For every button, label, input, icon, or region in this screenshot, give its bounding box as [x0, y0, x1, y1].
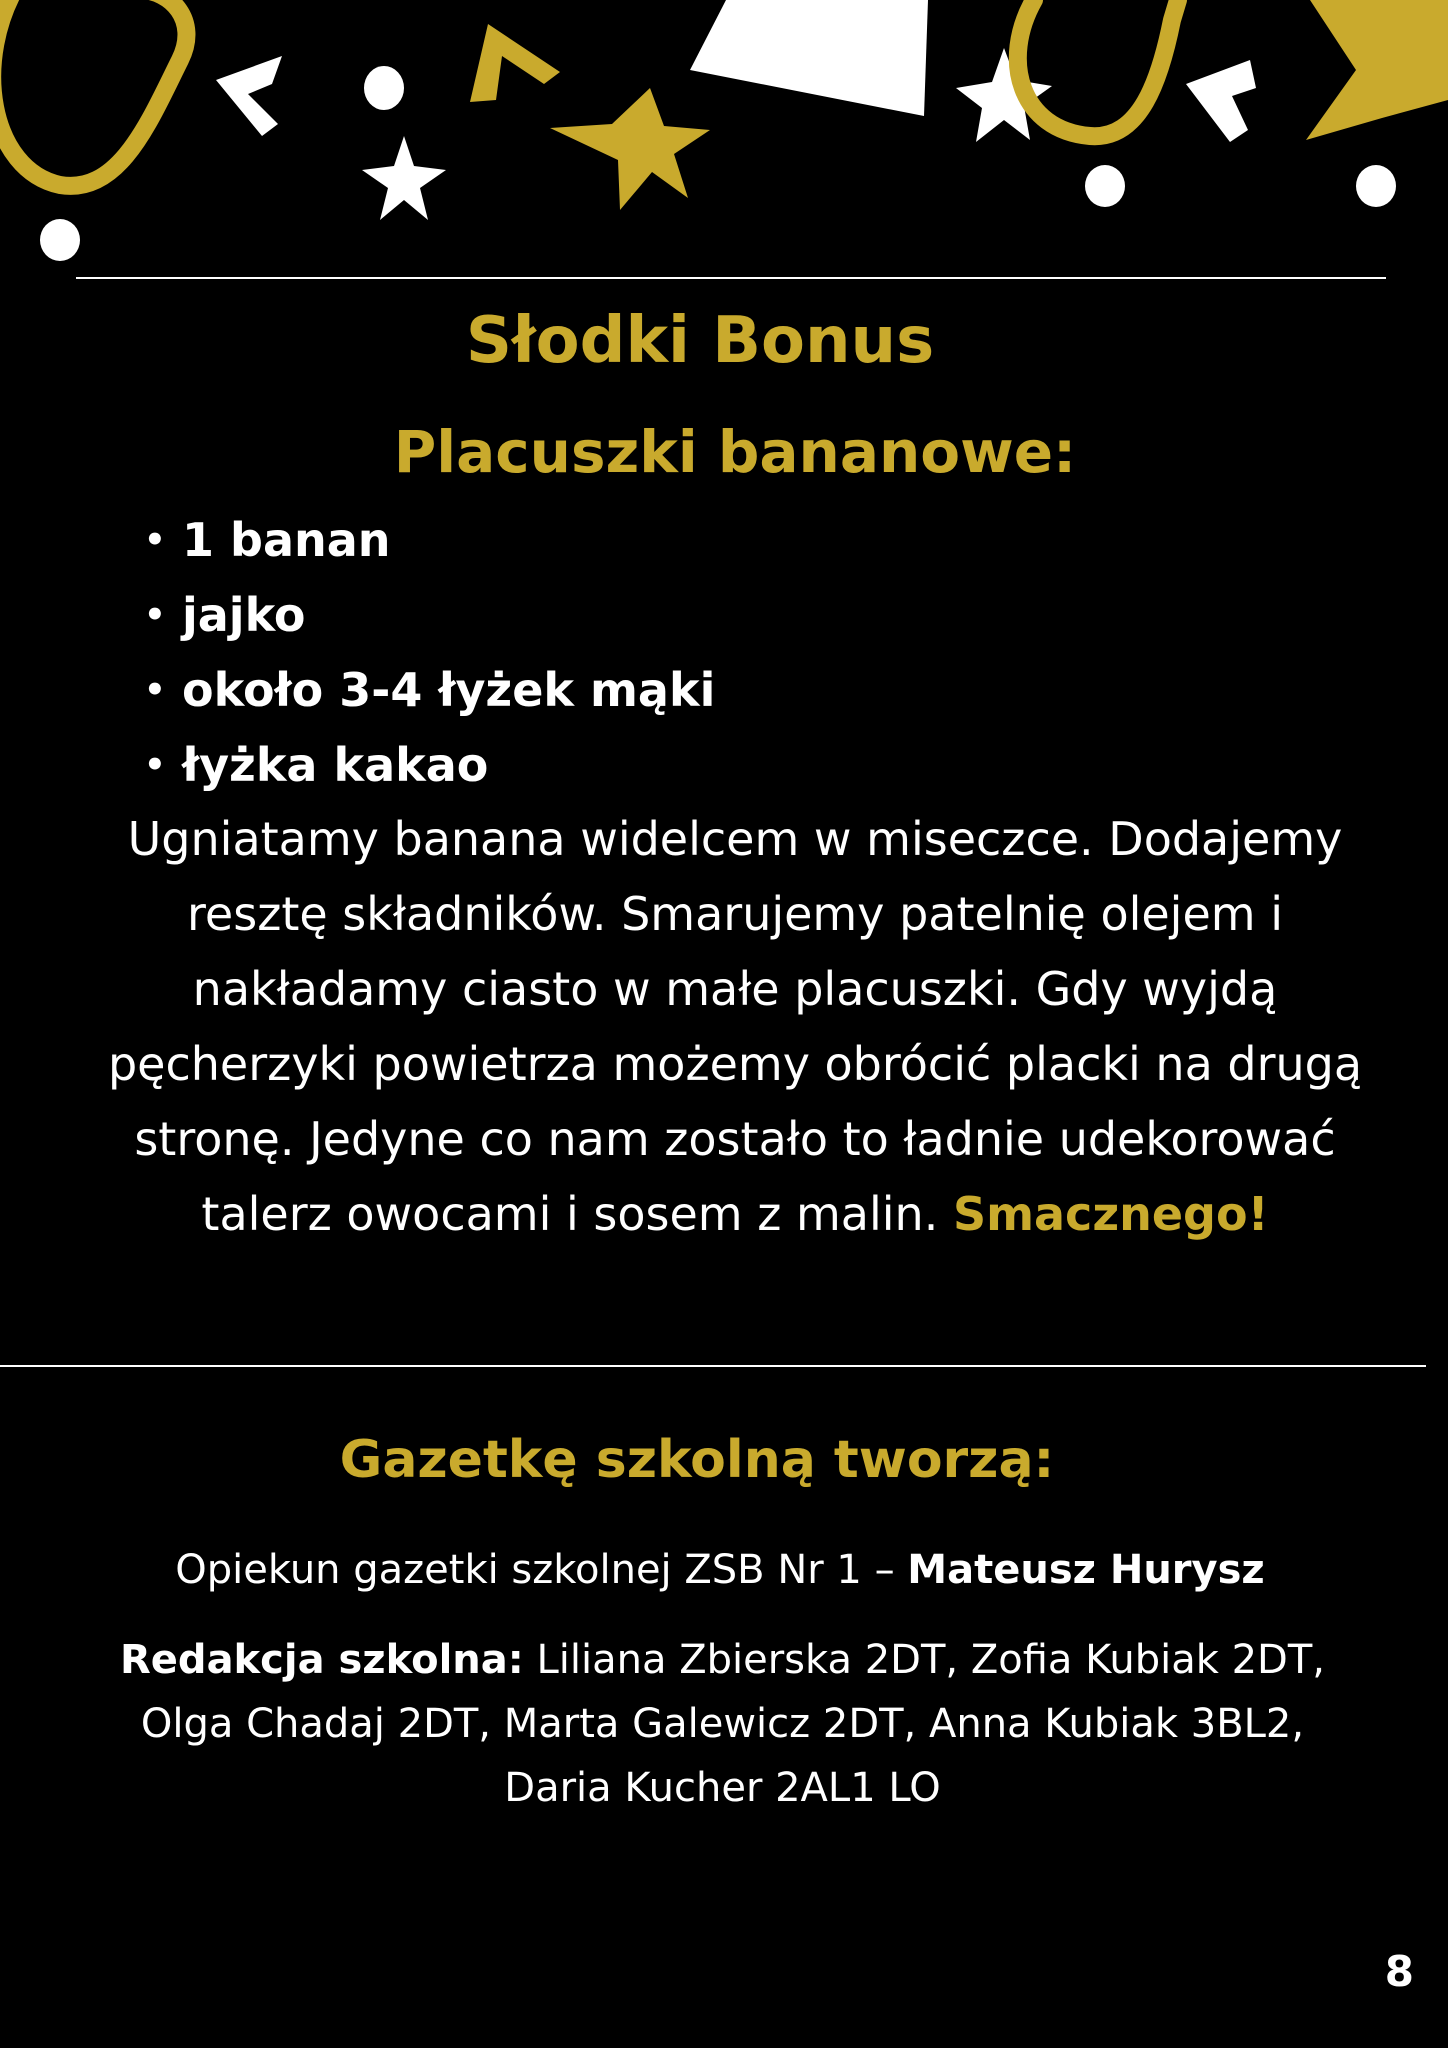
trapezoid-icon	[690, 0, 928, 116]
bullet: •	[144, 745, 166, 785]
star-icon	[550, 88, 710, 210]
chevron-icon	[470, 24, 560, 102]
bullet: •	[144, 670, 166, 710]
instructions-text: Ugniatamy banana widelcem w miseczce. Dodajemy resztę składników. Smarujemy patelnię olejem i nakładamy ciasto w małe placuszki. Gdy wyjdą pęcherzyki powietrza możemy obrócić placki na drugą stronę. Jedyne co nam zostało to ładnie udekorować talerz owocami i sosem z malin.	[107, 812, 1363, 1241]
squiggle-icon	[0, 0, 186, 186]
list-item	[140, 728, 715, 803]
confetti-decoration	[0, 0, 1448, 270]
middle-divider	[0, 1365, 1426, 1367]
editors-label: Redakcja szkolna:	[120, 1637, 524, 1683]
bullet: •	[144, 520, 166, 560]
bullet: •	[144, 595, 166, 635]
dot-icon	[364, 66, 404, 110]
star-icon	[956, 48, 1052, 142]
closing-text: Smacznego!	[952, 1187, 1269, 1241]
credits-title: Gazetkę szkolną tworzą:	[339, 1430, 1055, 1490]
ingredient-list	[140, 503, 715, 803]
caretaker-name: Mateusz Hurysz	[907, 1547, 1265, 1593]
section-title: Słodki Bonus	[465, 304, 935, 378]
editors-names: Liliana Zbierska 2DT, Zofia Kubiak 2DT, Olga Chadaj 2DT, Marta Galewicz 2DT, Anna Kubiak 3BL2, Daria Kucher 2AL1 LO	[140, 1637, 1325, 1811]
squiggle-icon	[1018, 0, 1178, 136]
recipe-instructions	[90, 802, 1380, 1252]
list-item	[140, 578, 715, 653]
star-icon	[362, 136, 446, 220]
list-item	[140, 653, 715, 728]
list-item	[140, 503, 715, 578]
chevron-icon	[216, 56, 282, 136]
caretaker-line	[0, 1540, 1440, 1600]
ingredient-text: jajko	[182, 588, 306, 642]
caretaker-label: Opiekun gazetki szkolnej ZSB Nr 1 –	[175, 1547, 895, 1593]
dot-icon	[1085, 165, 1125, 207]
top-divider	[76, 277, 1386, 279]
ingredient-text: około 3-4 łyżek mąki	[182, 663, 716, 717]
ingredient-text: łyżka kakao	[182, 738, 489, 792]
ingredient-text: 1 banan	[182, 513, 391, 567]
dot-icon	[1356, 165, 1396, 207]
editors-line	[120, 1628, 1325, 1820]
star-icon	[1306, 0, 1448, 140]
chevron-icon	[1186, 60, 1256, 142]
page-number: 8	[1384, 1947, 1414, 1996]
recipe-title: Placuszki bananowe:	[393, 418, 1077, 486]
dot-icon	[40, 219, 80, 261]
